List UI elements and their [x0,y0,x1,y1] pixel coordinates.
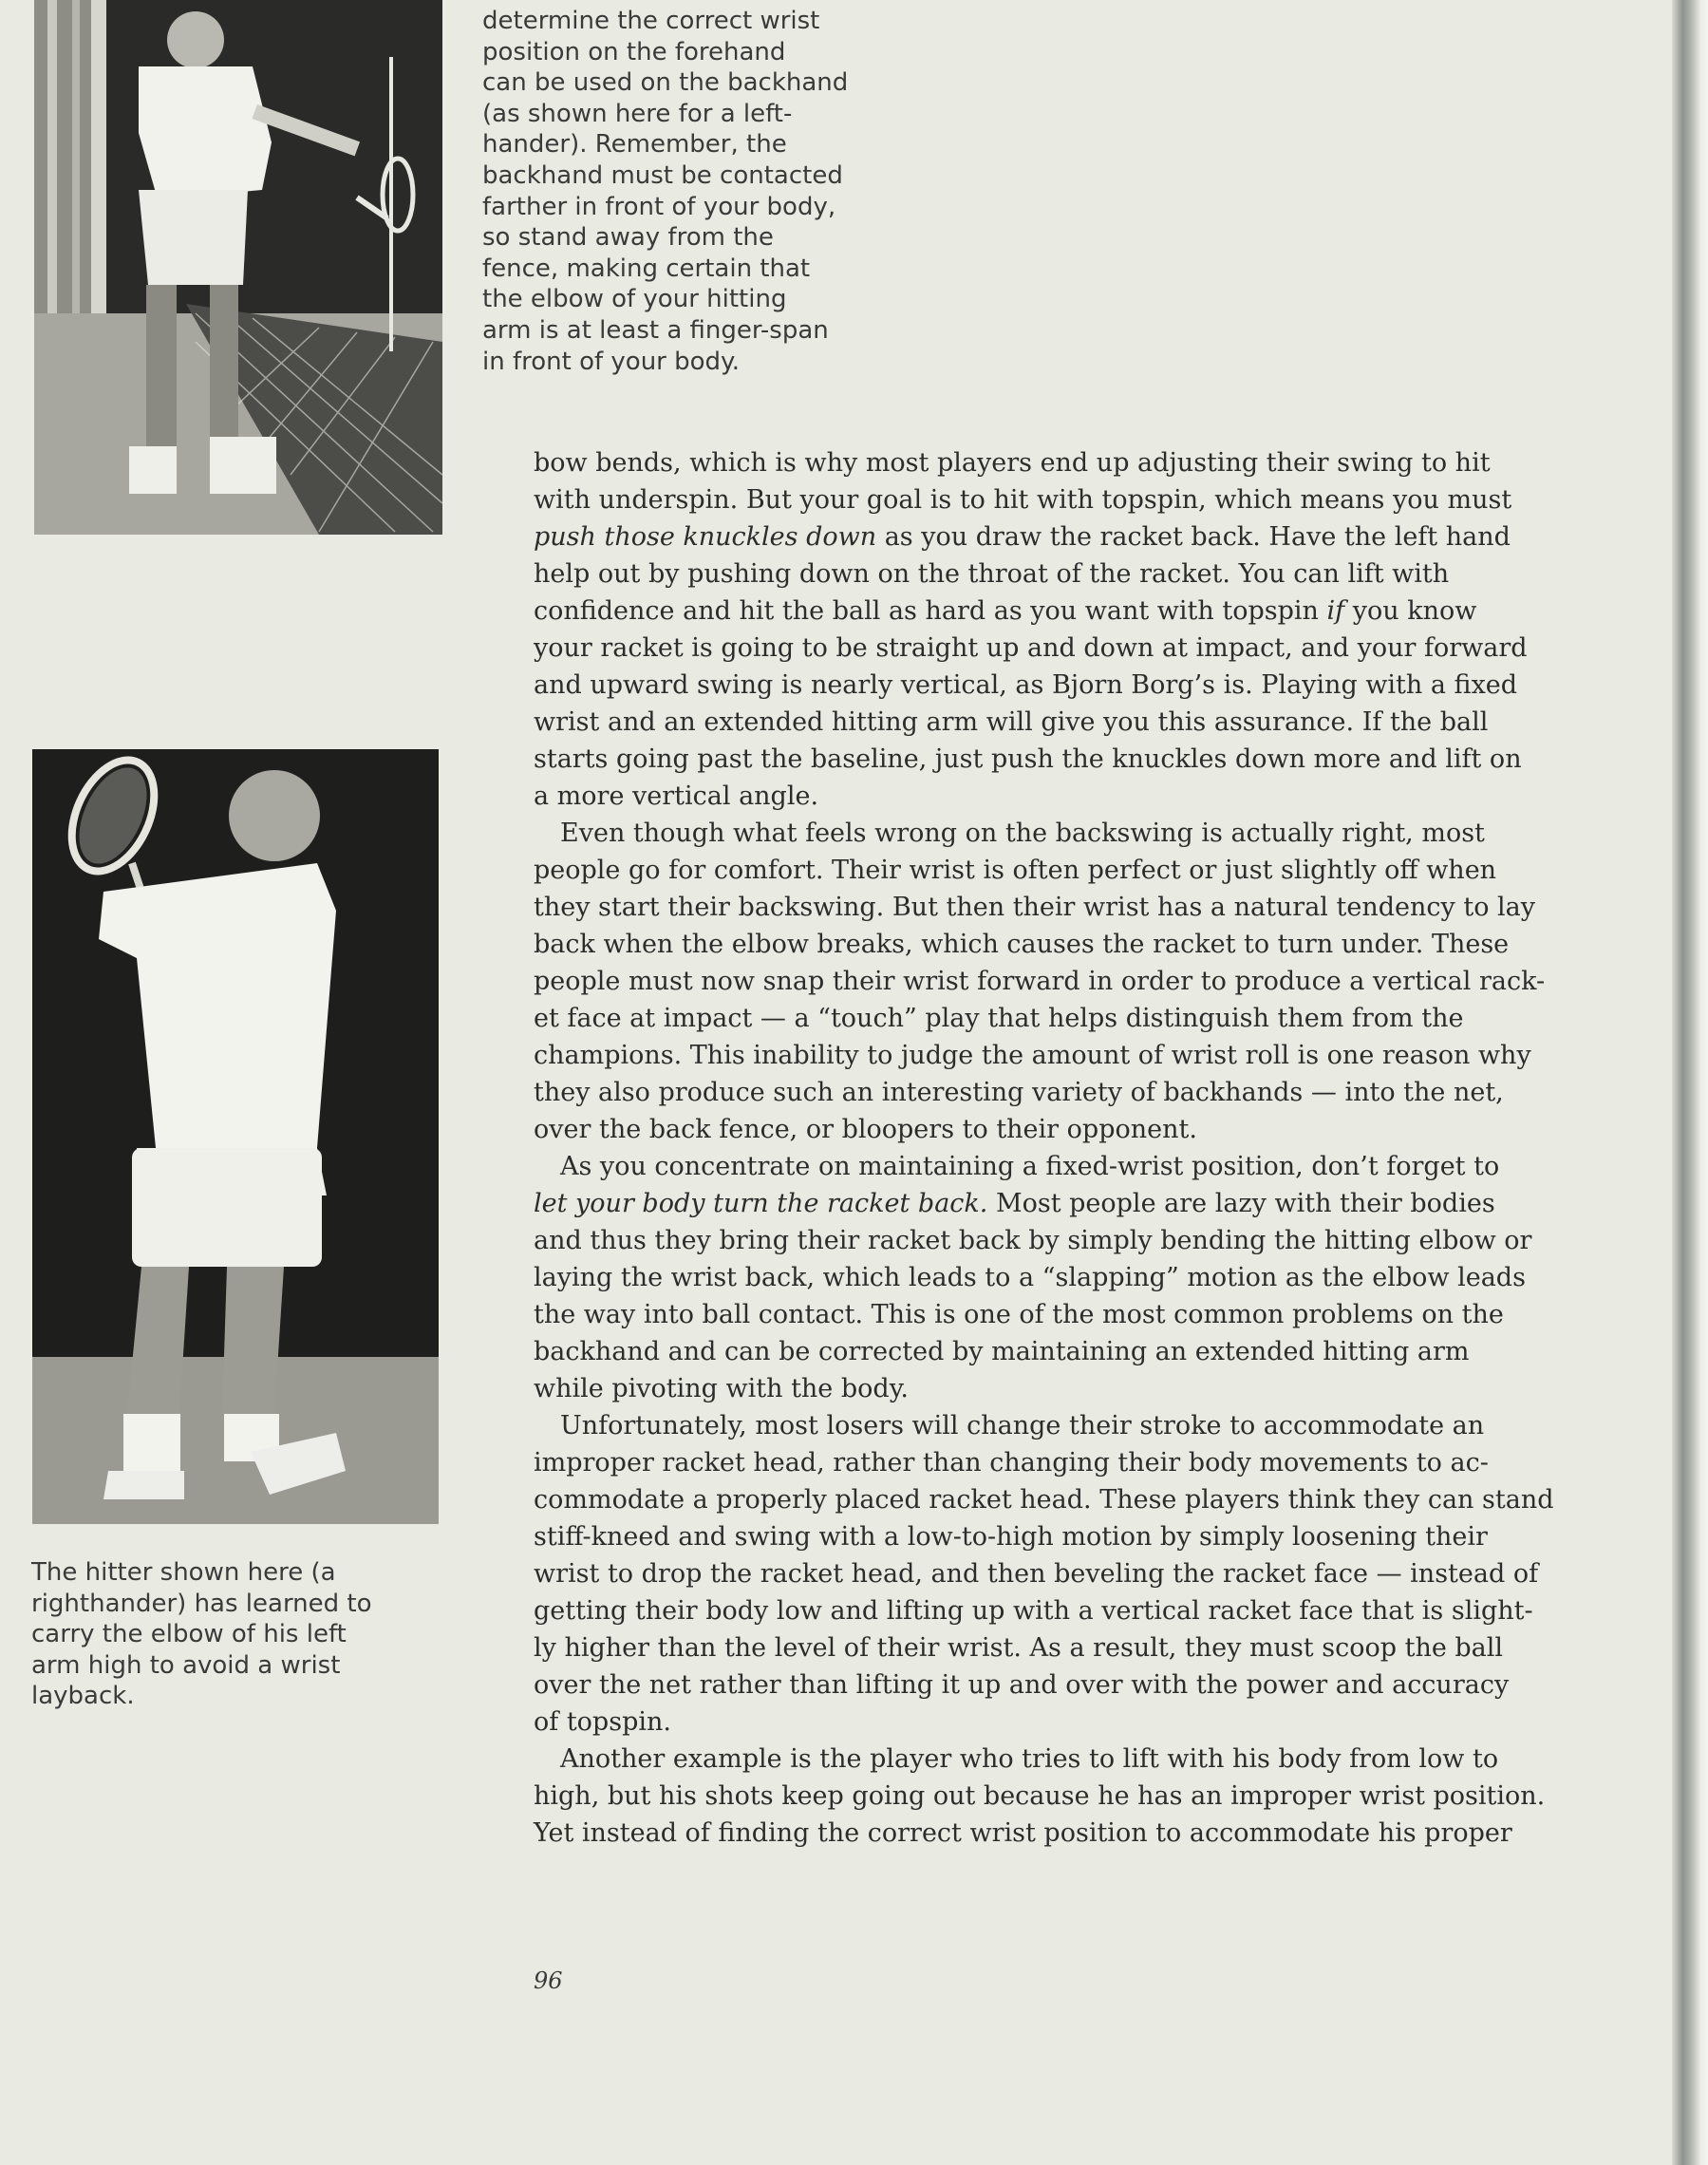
text-line: laying the wrist back, which leads to a “slapping” motion as the elbow leads [534,1263,1526,1292]
text-line: people must now snap their wrist forward in order to produce a vertical rack- [534,967,1546,996]
caption-line: the elbow of your hitting [482,285,787,314]
figure-caption-bottom [31,1557,430,1712]
text-line: getting their body low and lifting up with a vertical racket face that is slight- [534,1596,1533,1626]
caption-line: determine the correct wrist [482,7,820,35]
text-line: As you concentrate on maintaining a fixed-wrist position, don’t forget to [560,1152,1500,1181]
text-line: Another example is the player who tries to lift with his body from low to [560,1744,1499,1774]
text-line: they also produce such an interesting variety of backhands — into the net, [534,1078,1504,1107]
caption-line: arm high to avoid a wrist [31,1650,341,1680]
text-line: and thus they bring their racket back by simply bending the hitting elbow or [534,1226,1532,1255]
paragraph [534,1741,1578,1852]
text-line: with underspin. But your goal is to hit with topspin, which means you must [534,485,1512,515]
caption-line: carry the elbow of his left [31,1620,347,1649]
text-line: while pivoting with the body. [534,1374,909,1403]
photo-righthander-backswing [32,749,439,1524]
text-line: champions. This inability to judge the amount of wrist roll is one reason why [534,1041,1531,1070]
paragraph [534,815,1578,1148]
caption-line: can be used on the backhand [482,68,849,98]
text-line: people go for comfort. Their wrist is often perfect or just slightly off when [534,856,1497,885]
text-line: they start their backswing. But then their wrist has a natural tendency to lay [534,893,1536,922]
text-line: improper racket head, rather than changing their body movements to ac- [534,1448,1489,1478]
text-line: push those knuckles down as you draw the racket back. Have the left hand [534,522,1511,552]
text-line: wrist to drop the racket head, and then beveling the racket face — instead of [534,1559,1539,1589]
text-line: and upward swing is nearly vertical, as Bjorn Borg’s is. Playing with a fixed [534,670,1518,700]
text-line: backhand and can be corrected by maintaining an extended hitting arm [534,1337,1470,1366]
text-line: confidence and hit the ball as hard as you want with topspin if you know [534,596,1477,626]
text-line: starts going past the baseline, just push the knuckles down more and lift on [534,744,1522,774]
page-edge-shadow [1672,0,1708,2165]
figure-caption-top [482,6,919,377]
caption-line: (as shown here for a left- [482,99,793,128]
text-line: ly higher than the level of their wrist. As a result, they must scoop the ball [534,1633,1504,1663]
caption-line: The hitter shown here (a [31,1558,336,1587]
emphasized-text: if [1326,596,1345,626]
text-line: a more vertical angle. [534,781,819,811]
text-line: commodate a properly placed racket head. These players think they can stand [534,1485,1554,1515]
caption-line: so stand away from the [482,223,774,253]
caption-line: backhand must be contacted [482,160,843,190]
caption-line: righthander) has learned to [31,1589,372,1618]
text-line: your racket is going to be straight up and down at impact, and your forward [534,633,1528,663]
text-line: over the net rather than lifting it up and over with the power and accuracy [534,1670,1510,1700]
text-line: the way into ball contact. This is one of the most common problems on the [534,1300,1504,1329]
text-line: over the back fence, or bloopers to their opponent. [534,1115,1197,1144]
caption-line: position on the forehand [482,37,786,66]
text-line: let your body turn the racket back. Most people are lazy with their bodies [534,1189,1495,1218]
text-line: help out by pushing down on the throat of the racket. You can lift with [534,559,1450,589]
text-line: Unfortunately, most losers will change their stroke to accommodate an [560,1411,1485,1440]
text-line: of topspin. [534,1707,671,1737]
page-number: 96 [534,1967,563,1994]
emphasized-text: let your body turn the racket back. [534,1189,988,1218]
caption-line: fence, making certain that [482,254,811,283]
text-line: stiff-kneed and swing with a low-to-high motion by simply loosening their [534,1522,1488,1552]
text-line: back when the elbow breaks, which causes the racket to turn under. These [534,930,1510,959]
emphasized-text: push those knuckles down [534,522,877,552]
paragraph [534,1148,1578,1407]
caption-line: layback. [31,1682,135,1711]
caption-line: hander). Remember, the [482,130,787,160]
photo-backhand-fence [34,0,442,535]
paragraph [534,444,1578,815]
caption-line: in front of your body. [482,347,740,376]
text-line: wrist and an extended hitting arm will give you this assurance. If the ball [534,707,1489,737]
text-line: high, but his shots keep going out because he has an improper wrist position. [534,1781,1546,1811]
text-line: et face at impact — a “touch” play that helps distinguish them from the [534,1004,1464,1033]
caption-line: farther in front of your body, [482,192,836,221]
paragraph [534,1407,1578,1741]
caption-line: arm is at least a finger-span [482,315,829,345]
text-line: Yet instead of finding the correct wrist position to accommodate his proper [534,1818,1512,1848]
text-line: bow bends, which is why most players end up adjusting their swing to hit [534,448,1491,478]
text-line: Even though what feels wrong on the backswing is actually right, most [560,819,1485,848]
body-text-column [534,444,1578,1852]
